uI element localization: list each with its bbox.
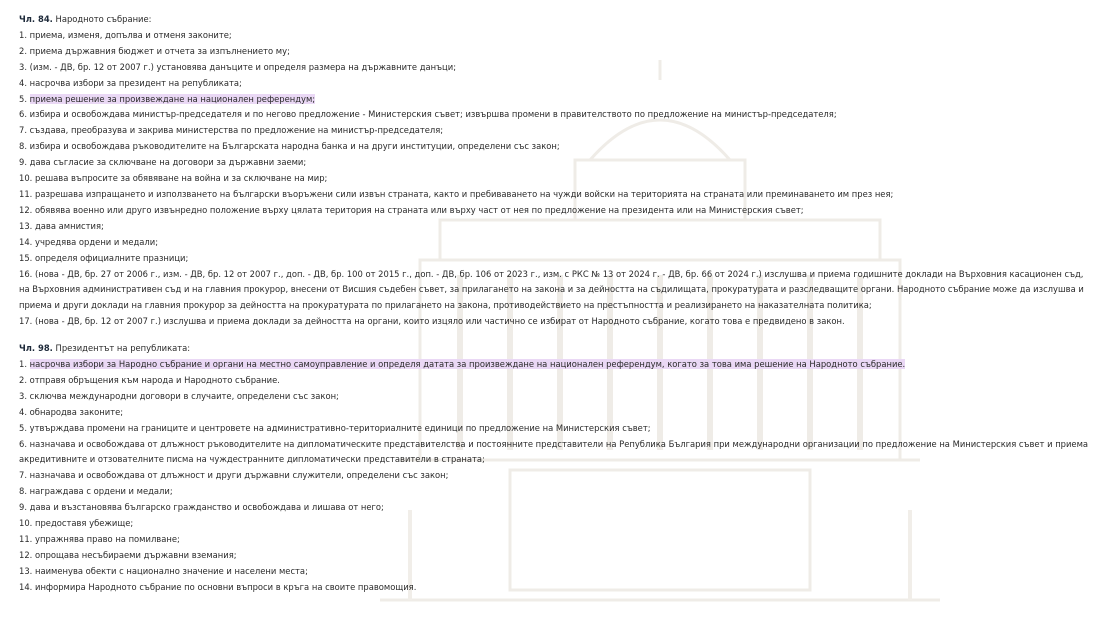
item-text: обявява военно или друго извънредно положение върху цялата територия на страната или върху част от нея по предложение на президента или на Министерския съвет; bbox=[35, 204, 804, 215]
item-number: 12. bbox=[19, 549, 33, 560]
item-number: 3. bbox=[19, 61, 27, 72]
item-text: (нова - ДВ, бр. 12 от 2007 г.) изслушва и приема доклади за дейността на органи, които изцяло или частично се избират от Народното събрание, когато това е предвидено в закон. bbox=[35, 316, 845, 327]
item-text: учредява ордени и медали; bbox=[35, 236, 159, 247]
list-item bbox=[19, 251, 1094, 267]
document-body bbox=[19, 12, 1094, 596]
article-intro: Народното събрание: bbox=[55, 14, 152, 24]
item-text: създава, преобразува и закрива министерства по предложение на министър-председателя; bbox=[29, 125, 444, 136]
item-number: 14. bbox=[19, 236, 33, 247]
item-text: опрощава несъбираеми държавни вземания; bbox=[35, 549, 237, 560]
item-text: назначава и освобождава от длъжност и други държавни служители, определени със закон; bbox=[29, 470, 449, 481]
item-text: сключва международни договори в случаите, определени със закон; bbox=[29, 390, 339, 401]
item-number: 17. bbox=[19, 316, 33, 327]
item-text: приема, изменя, допълва и отменя законите; bbox=[29, 29, 232, 40]
list-item bbox=[19, 373, 1094, 389]
list-item bbox=[19, 564, 1094, 580]
item-text: назначава и освобождава от длъжност ръководителите на дипломатическите представителства и постоянните представители на Република България при международни организации по предложение на Министерския съвет и приема акредитивните и отзователните писма на чуждестранните дипломатически представители в страната; bbox=[19, 438, 1089, 465]
item-text: дава амнистия; bbox=[35, 220, 104, 231]
item-text: (изм. - ДВ, бр. 12 от 2007 г.) установява данъците и определя размера на държавните данъци; bbox=[29, 61, 457, 72]
list-item bbox=[19, 139, 1094, 155]
item-number: 11. bbox=[19, 534, 33, 544]
item-number: 2. bbox=[19, 374, 27, 385]
item-text: информира Народното събрание по основни въпроси в кръга на своите правомощия. bbox=[35, 581, 417, 592]
list-item bbox=[19, 580, 1094, 596]
list-item bbox=[19, 267, 1094, 315]
item-number: 16. bbox=[19, 268, 33, 279]
item-text: решава въпросите за обявяване на война и за сключване на мир; bbox=[35, 173, 328, 184]
list-item bbox=[19, 171, 1094, 187]
highlighted-item-text: приема решение за произвеждане на национален референдум; bbox=[29, 93, 316, 104]
highlighted-item-text: насрочва избори за Народно събрание и органи на местно самоуправление и определя датата за произвеждане на национален референдум, когато за това има решение на Народното събрание. bbox=[29, 359, 906, 370]
article-heading bbox=[19, 12, 1094, 28]
item-text: упражнява право на помилване; bbox=[35, 534, 180, 544]
item-text: дава съгласие за сключване на договори за държавни заеми; bbox=[29, 157, 307, 168]
article-number: Чл. 84. bbox=[19, 14, 53, 24]
item-text: дава и възстановява българско гражданство и освобождава и лишава от него; bbox=[29, 502, 384, 513]
list-item bbox=[19, 532, 1094, 548]
list-item bbox=[19, 60, 1094, 76]
item-text: обнародва законите; bbox=[29, 406, 124, 417]
article-section bbox=[19, 12, 1094, 330]
list-item bbox=[19, 516, 1094, 532]
item-number: 5. bbox=[19, 93, 27, 104]
article-heading bbox=[19, 341, 1094, 357]
item-number: 4. bbox=[19, 77, 27, 88]
list-item bbox=[19, 155, 1094, 171]
list-item bbox=[19, 468, 1094, 484]
item-text: (нова - ДВ, бр. 27 от 2006 г., изм. - ДВ, бр. 12 от 2007 г., доп. - ДВ, бр. 100 от 2015 г., доп. - ДВ, бр. 106 от 2023 г., изм. с РКС № 13 от 2024 г. - ДВ, бр. 66 от 2024 г.) изслушва и приема годишните доклади на Върховния касационен съд, на Върховния административен съд и на главния прокурор, внесени от Висшия съдебен съвет, за прилагането на закона и за дейността на съдилищата, прокуратурата и разследващите органи. Народното събрание може да изслушва и приема и други доклади на главния прокурор за дейността на прокуратурата по прилагането на закона, противодействието на престъпността и реализирането на наказателната политика; bbox=[19, 268, 1084, 311]
list-item bbox=[19, 235, 1094, 251]
list-item bbox=[19, 107, 1094, 123]
item-text: избира и освобождава министър-председателя и по негово предложение - Министерския съвет; извършва промени в правителството по предложение на министър-председателя; bbox=[29, 109, 837, 120]
list-item bbox=[19, 548, 1094, 564]
item-text: разрешава изпращането и използването на български въоръжени сили извън страната, както и пребиваването на чужди войски на територията на страната или преминаването им през нея; bbox=[35, 188, 894, 199]
list-item bbox=[19, 203, 1094, 219]
item-number: 9. bbox=[19, 157, 27, 168]
item-number: 6. bbox=[19, 109, 27, 120]
list-item bbox=[19, 44, 1094, 60]
item-number: 13. bbox=[19, 220, 33, 231]
item-number: 1. bbox=[19, 359, 27, 370]
item-text: приема държавния бюджет и отчета за изпълнението му; bbox=[29, 45, 290, 56]
article-intro: Президентът на републиката: bbox=[55, 343, 191, 354]
item-text: отправя обръщения към народа и Народното събрание. bbox=[29, 374, 280, 385]
article-number: Чл. 98. bbox=[19, 343, 53, 354]
item-number: 6. bbox=[19, 438, 27, 449]
item-text: избира и освобождава ръководителите на Българската народна банка и на други институции, определени със закон; bbox=[29, 141, 560, 152]
item-number: 4. bbox=[19, 406, 27, 417]
item-text: награждава с ордени и медали; bbox=[29, 486, 173, 497]
list-item bbox=[19, 500, 1094, 516]
item-number: 7. bbox=[19, 470, 27, 481]
item-number: 5. bbox=[19, 422, 27, 433]
list-item bbox=[19, 421, 1094, 437]
item-text: наименува обекти с национално значение и населени места; bbox=[35, 565, 308, 576]
list-item bbox=[19, 357, 1094, 373]
item-number: 10. bbox=[19, 518, 33, 529]
list-item bbox=[19, 92, 1094, 108]
item-number: 11. bbox=[19, 188, 33, 199]
item-number: 14. bbox=[19, 581, 33, 592]
item-number: 10. bbox=[19, 173, 33, 184]
item-number: 8. bbox=[19, 486, 27, 497]
item-number: 7. bbox=[19, 125, 27, 136]
item-number: 9. bbox=[19, 502, 27, 513]
item-number: 1. bbox=[19, 29, 27, 40]
item-number: 13. bbox=[19, 565, 33, 576]
item-number: 8. bbox=[19, 141, 27, 152]
item-number: 15. bbox=[19, 252, 33, 263]
list-item bbox=[19, 219, 1094, 235]
list-item bbox=[19, 405, 1094, 421]
item-number: 3. bbox=[19, 390, 27, 401]
item-text: определя официалните празници; bbox=[35, 252, 189, 263]
item-number: 2. bbox=[19, 45, 27, 56]
item-text: предоставя убежище; bbox=[35, 518, 134, 529]
list-item bbox=[19, 28, 1094, 44]
list-item bbox=[19, 314, 1094, 330]
item-text: насрочва избори за президент на републиката; bbox=[29, 77, 242, 88]
article-section bbox=[19, 341, 1094, 596]
list-item bbox=[19, 187, 1094, 203]
list-item bbox=[19, 437, 1094, 469]
list-item bbox=[19, 76, 1094, 92]
item-number: 12. bbox=[19, 204, 33, 215]
list-item bbox=[19, 484, 1094, 500]
list-item bbox=[19, 389, 1094, 405]
item-text: утвърждава промени на границите и центровете на административно-териториалните единици по предложение на Министерския съвет; bbox=[29, 422, 651, 433]
list-item bbox=[19, 123, 1094, 139]
